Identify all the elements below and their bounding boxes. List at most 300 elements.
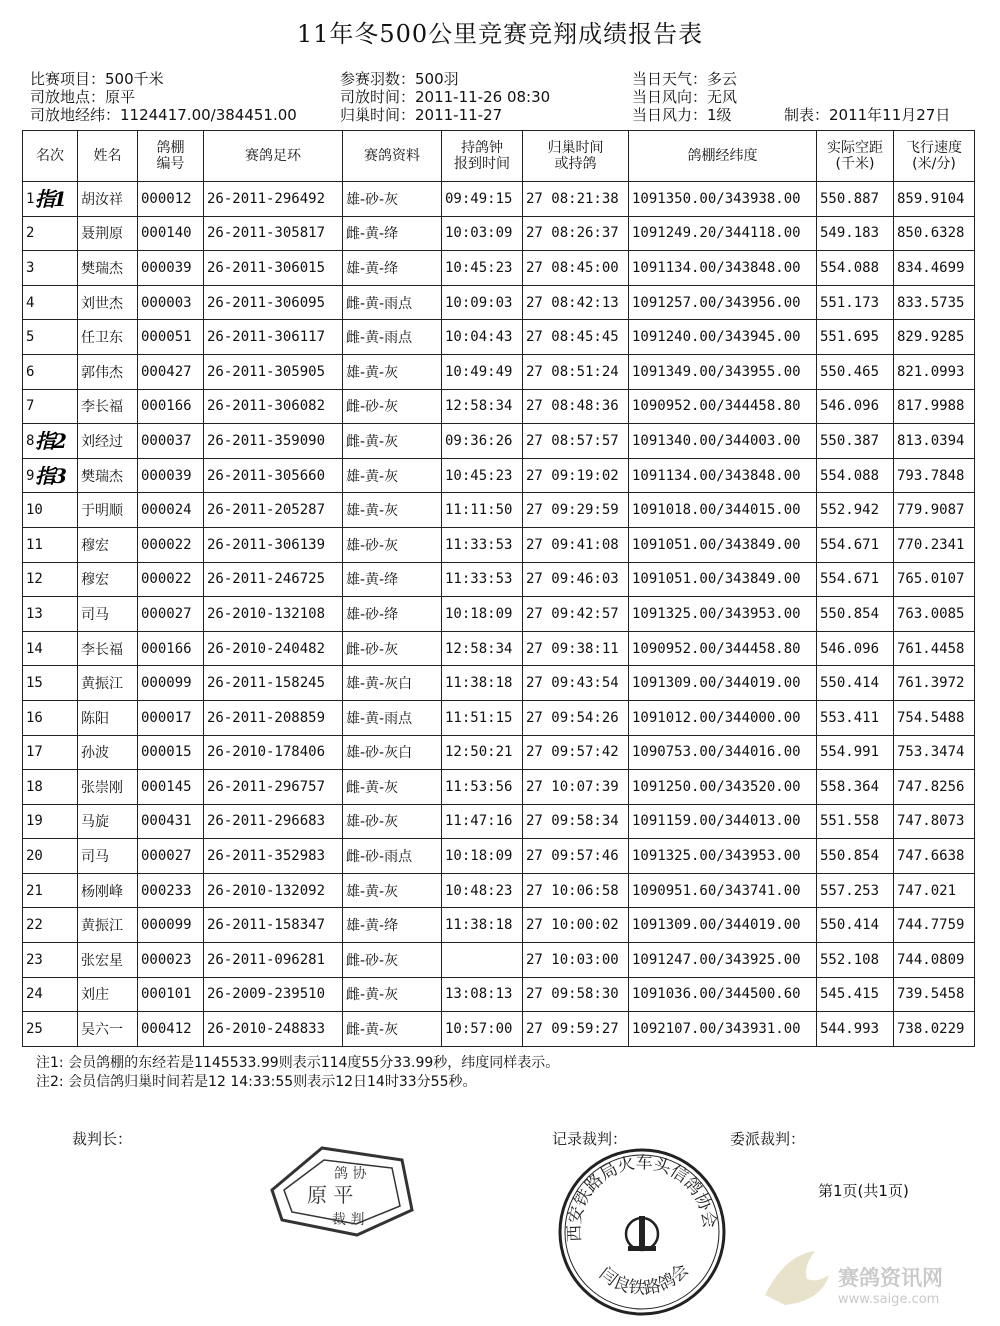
speed-cell: 747.6638 [894, 839, 975, 874]
info-column-2 [340, 70, 550, 124]
return-time-cell: 27 08:45:00 [523, 251, 629, 286]
table-row [23, 1012, 975, 1047]
table-row [23, 908, 975, 943]
coords-cell: 1091309.00/344019.00 [629, 666, 817, 701]
return-time-cell: 27 09:42:57 [523, 597, 629, 632]
loft-no-cell: 000039 [138, 251, 204, 286]
rank-cell: 21 [23, 873, 78, 908]
clock-time-cell: 10:18:09 [442, 839, 523, 874]
ring-cell: 26-2011-305660 [204, 458, 343, 493]
return-time-cell: 27 08:45:45 [523, 320, 629, 355]
name-cell: 孙波 [78, 735, 138, 770]
table-row [23, 943, 975, 978]
loft-no-cell: 000024 [138, 493, 204, 528]
footnotes [36, 1054, 559, 1092]
ring-cell: 26-2010-240482 [204, 631, 343, 666]
speed-cell: 744.7759 [894, 908, 975, 943]
loft-no-cell: 000022 [138, 562, 204, 597]
distance-cell: 546.096 [817, 389, 894, 424]
speed-cell: 833.5735 [894, 285, 975, 320]
clock-time-cell: 12:58:34 [442, 389, 523, 424]
loft-no-cell: 000027 [138, 839, 204, 874]
clock-time-cell: 11:38:18 [442, 908, 523, 943]
clock-time-cell: 10:48:23 [442, 873, 523, 908]
name-cell: 吴六一 [78, 1012, 138, 1047]
info-cell: 雄-砂-灰 [343, 804, 442, 839]
loft-no-cell: 000039 [138, 458, 204, 493]
speed-cell: 739.5458 [894, 977, 975, 1012]
loft-no-cell: 000145 [138, 770, 204, 805]
return-time-cell: 27 09:46:03 [523, 562, 629, 597]
distance-cell: 554.991 [817, 735, 894, 770]
speed-cell: 761.3972 [894, 666, 975, 701]
coords-cell: 1091247.00/343925.00 [629, 943, 817, 978]
loft-no-cell: 000166 [138, 631, 204, 666]
info-cell: 雌-砂-灰 [343, 631, 442, 666]
rank-cell: 25 [23, 1012, 78, 1047]
table-row [23, 700, 975, 735]
clock-time-cell: 10:45:23 [442, 458, 523, 493]
loft-no-cell: 000003 [138, 285, 204, 320]
return-time-cell: 27 09:29:59 [523, 493, 629, 528]
distance-cell: 554.088 [817, 458, 894, 493]
coords-cell: 1091257.00/343956.00 [629, 285, 817, 320]
distance-cell: 552.942 [817, 493, 894, 528]
speed-cell: 738.0229 [894, 1012, 975, 1047]
loft-no-cell: 000012 [138, 182, 204, 217]
clock-time-cell: 11:33:53 [442, 527, 523, 562]
coords-cell: 1091051.00/343849.00 [629, 562, 817, 597]
distance-cell: 550.887 [817, 182, 894, 217]
table-row [23, 458, 975, 493]
clock-time-cell: 11:11:50 [442, 493, 523, 528]
name-cell: 马旋 [78, 804, 138, 839]
coords-cell: 1091134.00/343848.00 [629, 251, 817, 286]
info-cell: 雌-黄-雨点 [343, 285, 442, 320]
return-time-cell: 27 09:43:54 [523, 666, 629, 701]
rank-cell: 6 [23, 354, 78, 389]
table-row [23, 977, 975, 1012]
clock-time-cell: 10:09:03 [442, 285, 523, 320]
distance-cell: 552.108 [817, 943, 894, 978]
info-cell: 雌-黄-灰 [343, 424, 442, 459]
return-time-cell: 27 10:00:02 [523, 908, 629, 943]
coords-cell: 1090952.00/344458.80 [629, 631, 817, 666]
rank-cell: 7 [23, 389, 78, 424]
table-row [23, 320, 975, 355]
ring-cell: 26-2009-239510 [204, 977, 343, 1012]
coords-cell: 1091051.00/343849.00 [629, 527, 817, 562]
header-clock-time: 持鸽钟 报到时间 [442, 131, 523, 182]
speed-cell: 817.9988 [894, 389, 975, 424]
info-cell: 雌-黄-灰 [343, 770, 442, 805]
coords-cell: 1090753.00/344016.00 [629, 735, 817, 770]
rank-cell: 14 [23, 631, 78, 666]
name-cell: 张宏星 [78, 943, 138, 978]
return-time-cell: 27 09:58:30 [523, 977, 629, 1012]
info-cell: 雄-黄-雨点 [343, 700, 442, 735]
table-row [23, 562, 975, 597]
clock-time-cell: 10:49:49 [442, 354, 523, 389]
ring-cell: 26-2011-306117 [204, 320, 343, 355]
table-row [23, 804, 975, 839]
svg-text:裁 判: 裁 判 [332, 1212, 365, 1228]
speed-cell: 813.0394 [894, 424, 975, 459]
name-cell: 胡汝祥 [78, 182, 138, 217]
ring-cell: 26-2010-132108 [204, 597, 343, 632]
name-cell: 穆宏 [78, 527, 138, 562]
distance-cell: 545.415 [817, 977, 894, 1012]
table-row [23, 597, 975, 632]
watermark-url: www.saige.com [838, 1292, 940, 1307]
speed-cell: 793.7848 [894, 458, 975, 493]
header-ring: 赛鸽足环 [204, 131, 343, 182]
return-time-cell: 27 09:54:26 [523, 700, 629, 735]
distance-cell: 554.671 [817, 527, 894, 562]
table-row [23, 666, 975, 701]
return-time-cell: 27 08:57:57 [523, 424, 629, 459]
recorder-judge-label: 记录裁判： [552, 1130, 628, 1148]
name-cell: 刘经过 [78, 424, 138, 459]
header-name: 姓名 [78, 131, 138, 182]
coords-cell: 1091350.00/343938.00 [629, 182, 817, 217]
rank-cell: 4 [23, 285, 78, 320]
speed-cell: 747.8256 [894, 770, 975, 805]
name-cell: 司马 [78, 839, 138, 874]
distance-cell: 550.854 [817, 839, 894, 874]
rank-cell: 23 [23, 943, 78, 978]
info-cell: 雌-黄-雨点 [343, 320, 442, 355]
coords-cell: 1090951.60/343741.00 [629, 873, 817, 908]
delegate-judge-label: 委派裁判： [730, 1130, 806, 1148]
table-row [23, 873, 975, 908]
name-cell: 张崇刚 [78, 770, 138, 805]
ring-cell: 26-2011-305905 [204, 354, 343, 389]
distance-cell: 550.414 [817, 908, 894, 943]
rank-cell: 13 [23, 597, 78, 632]
left-seal-stamp [262, 1140, 422, 1240]
distance-cell: 551.695 [817, 320, 894, 355]
return-time-cell: 27 09:38:11 [523, 631, 629, 666]
footnote-2: 注2: 会员信鸽归巢时间若是12 14:33:55则表示12日14时33分55秒。 [36, 1074, 477, 1090]
clock-time-cell: 10:45:23 [442, 251, 523, 286]
info-cell: 雄-黄-灰 [343, 493, 442, 528]
rank-cell: 10 [23, 493, 78, 528]
header-coords: 鸽棚经纬度 [629, 131, 817, 182]
rank-cell: 20 [23, 839, 78, 874]
table-row [23, 182, 975, 217]
ring-cell: 26-2011-306095 [204, 285, 343, 320]
return-time-cell: 27 08:51:24 [523, 354, 629, 389]
distance-cell: 550.414 [817, 666, 894, 701]
ring-cell: 26-2011-306015 [204, 251, 343, 286]
loft-no-cell: 000037 [138, 424, 204, 459]
watermark-site-name: 赛鸽资讯网 [838, 1266, 943, 1290]
page-label: 第1页(共1页) [818, 1182, 909, 1200]
distance-cell: 550.854 [817, 597, 894, 632]
clock-time-cell: 10:04:43 [442, 320, 523, 355]
distance-cell: 558.364 [817, 770, 894, 805]
name-cell: 樊瑞杰 [78, 458, 138, 493]
rank-cell: 3 [23, 251, 78, 286]
name-cell: 刘庄 [78, 977, 138, 1012]
right-seal-stamp [556, 1146, 728, 1318]
info-cell: 雄-黄-绛 [343, 251, 442, 286]
table-row [23, 770, 975, 805]
info-cell: 雄-砂-灰白 [343, 735, 442, 770]
distance-cell: 554.088 [817, 251, 894, 286]
clock-time-cell: 10:57:00 [442, 1012, 523, 1047]
name-cell: 樊瑞杰 [78, 251, 138, 286]
speed-cell: 779.9087 [894, 493, 975, 528]
table-row [23, 251, 975, 286]
info-cell: 雌-黄-灰 [343, 1012, 442, 1047]
coords-cell: 1092107.00/343931.00 [629, 1012, 817, 1047]
info-weather: 当日天气：多云 [632, 70, 738, 88]
return-time-cell: 27 09:59:27 [523, 1012, 629, 1047]
ring-cell: 26-2011-305817 [204, 216, 343, 251]
name-cell: 聂荆原 [78, 216, 138, 251]
header-loft-no: 鸽棚 编号 [138, 131, 204, 182]
speed-cell: 834.4699 [894, 251, 975, 286]
ring-cell: 26-2011-158245 [204, 666, 343, 701]
info-column-1 [30, 70, 297, 124]
ring-cell: 26-2011-158347 [204, 908, 343, 943]
ring-cell: 26-2011-208859 [204, 700, 343, 735]
return-time-cell: 27 10:03:00 [523, 943, 629, 978]
return-time-cell: 27 09:58:34 [523, 804, 629, 839]
name-cell: 于明顺 [78, 493, 138, 528]
header-speed: 飞行速度 (米/分) [894, 131, 975, 182]
coords-cell: 1091325.00/343953.00 [629, 597, 817, 632]
header-info: 赛鸽资料 [343, 131, 442, 182]
table-row [23, 354, 975, 389]
info-cell: 雌-砂-雨点 [343, 839, 442, 874]
name-cell: 郭伟杰 [78, 354, 138, 389]
distance-cell: 551.558 [817, 804, 894, 839]
table-row [23, 839, 975, 874]
rank-cell: 19 [23, 804, 78, 839]
loft-no-cell: 000015 [138, 735, 204, 770]
speed-cell: 850.6328 [894, 216, 975, 251]
loft-no-cell: 000140 [138, 216, 204, 251]
speed-cell: 821.0993 [894, 354, 975, 389]
ring-cell: 26-2011-296492 [204, 182, 343, 217]
header-rank: 名次 [23, 131, 78, 182]
header-distance: 实际空距 (千米) [817, 131, 894, 182]
ring-cell: 26-2011-096281 [204, 943, 343, 978]
clock-time-cell: 11:53:56 [442, 770, 523, 805]
speed-cell: 744.0809 [894, 943, 975, 978]
speed-cell: 859.9104 [894, 182, 975, 217]
info-cell: 雄-黄-灰 [343, 458, 442, 493]
info-release-time: 司放时间：2011-11-26 08:30 [340, 88, 551, 106]
info-wind-force: 当日风力：1级 [632, 106, 732, 124]
loft-no-cell: 000017 [138, 700, 204, 735]
name-cell: 黄振江 [78, 666, 138, 701]
return-time-cell: 27 08:42:13 [523, 285, 629, 320]
handwritten-mark: 指3 [35, 463, 65, 488]
svg-text:闫良铁路鸽会: 闫良铁路鸽会 [595, 1260, 693, 1299]
clock-time-cell: 10:03:09 [442, 216, 523, 251]
speed-cell: 761.4458 [894, 631, 975, 666]
watermark-bird-icon [755, 1245, 835, 1315]
rank-cell: 1 指1 [23, 182, 78, 217]
results-table [22, 130, 975, 1047]
coords-cell: 1091340.00/344003.00 [629, 424, 817, 459]
distance-cell: 550.387 [817, 424, 894, 459]
ring-cell: 26-2011-306139 [204, 527, 343, 562]
clock-time-cell: 09:49:15 [442, 182, 523, 217]
info-cell: 雄-黄-灰白 [343, 666, 442, 701]
return-time-cell: 27 09:57:46 [523, 839, 629, 874]
return-time-cell: 27 09:41:08 [523, 527, 629, 562]
rank-cell: 15 [23, 666, 78, 701]
ring-cell: 26-2010-178406 [204, 735, 343, 770]
loft-no-cell: 000023 [138, 943, 204, 978]
name-cell: 陈阳 [78, 700, 138, 735]
speed-cell: 763.0085 [894, 597, 975, 632]
info-cell: 雄-砂-灰 [343, 182, 442, 217]
coords-cell: 1091250.00/343520.00 [629, 770, 817, 805]
info-cell: 雌-砂-灰 [343, 389, 442, 424]
ring-cell: 26-2011-306082 [204, 389, 343, 424]
name-cell: 穆宏 [78, 562, 138, 597]
name-cell: 李长福 [78, 389, 138, 424]
clock-time-cell: 10:18:09 [442, 597, 523, 632]
loft-no-cell: 000027 [138, 597, 204, 632]
coords-cell: 1091159.00/344013.00 [629, 804, 817, 839]
coords-cell: 1091309.00/344019.00 [629, 908, 817, 943]
info-release-coords: 司放地经纬：1124417.00/384451.00 [30, 106, 297, 124]
loft-no-cell: 000022 [138, 527, 204, 562]
loft-no-cell: 000166 [138, 389, 204, 424]
distance-cell: 546.096 [817, 631, 894, 666]
ring-cell: 26-2011-205287 [204, 493, 343, 528]
name-cell: 黄振江 [78, 908, 138, 943]
info-event: 比赛项目：500千米 [30, 70, 164, 88]
info-cell: 雄-砂-绛 [343, 597, 442, 632]
table-row [23, 389, 975, 424]
clock-time-cell: 12:58:34 [442, 631, 523, 666]
clock-time-cell: 11:38:18 [442, 666, 523, 701]
loft-no-cell: 000233 [138, 873, 204, 908]
svg-text:西安铁路局火车头信鸽协会: 西安铁路局火车头信鸽协会 [564, 1153, 720, 1243]
rank-cell: 16 [23, 700, 78, 735]
rank-cell: 22 [23, 908, 78, 943]
return-time-cell: 27 10:07:39 [523, 770, 629, 805]
table-row [23, 285, 975, 320]
ring-cell: 26-2011-359090 [204, 424, 343, 459]
loft-no-cell: 000431 [138, 804, 204, 839]
rank-cell: 12 [23, 562, 78, 597]
clock-time-cell: 11:51:15 [442, 700, 523, 735]
table-row [23, 631, 975, 666]
distance-cell: 557.253 [817, 873, 894, 908]
return-time-cell: 27 09:19:02 [523, 458, 629, 493]
footnote-1: 注1: 会员鸽棚的东经若是1145533.99则表示114度55分33.99秒，纬度同样表示。 [36, 1055, 560, 1071]
speed-cell: 747.8073 [894, 804, 975, 839]
distance-cell: 553.411 [817, 700, 894, 735]
distance-cell: 551.173 [817, 285, 894, 320]
distance-cell: 550.465 [817, 354, 894, 389]
coords-cell: 1091018.00/344015.00 [629, 493, 817, 528]
speed-cell: 754.5488 [894, 700, 975, 735]
loft-no-cell: 000101 [138, 977, 204, 1012]
svg-text:鸽 协: 鸽 协 [334, 1166, 367, 1182]
rank-cell: 11 [23, 527, 78, 562]
handwritten-mark: 指1 [35, 187, 65, 211]
rank-cell: 9 指3 [23, 458, 78, 493]
name-cell: 李长福 [78, 631, 138, 666]
rank-cell: 18 [23, 770, 78, 805]
ring-cell: 26-2011-246725 [204, 562, 343, 597]
info-cell: 雌-黄-灰 [343, 977, 442, 1012]
table-row [23, 493, 975, 528]
clock-time-cell: 13:08:13 [442, 977, 523, 1012]
ring-cell: 26-2011-296683 [204, 804, 343, 839]
ring-cell: 26-2011-352983 [204, 839, 343, 874]
handwritten-mark: 指2 [35, 429, 65, 454]
table-header-row [23, 131, 975, 182]
clock-time-cell: 09:36:26 [442, 424, 523, 459]
rank-cell: 5 [23, 320, 78, 355]
coords-cell: 1091036.00/344500.60 [629, 977, 817, 1012]
clock-time-cell: 11:47:16 [442, 804, 523, 839]
info-cell: 雄-黄-灰 [343, 873, 442, 908]
chief-judge-label: 裁判长： [72, 1130, 133, 1148]
coords-cell: 1091325.00/343953.00 [629, 839, 817, 874]
info-cell: 雄-黄-绛 [343, 908, 442, 943]
loft-no-cell: 000099 [138, 908, 204, 943]
return-time-cell: 27 08:26:37 [523, 216, 629, 251]
coords-cell: 1091240.00/343945.00 [629, 320, 817, 355]
info-cell: 雄-黄-灰 [343, 354, 442, 389]
loft-no-cell: 000412 [138, 1012, 204, 1047]
clock-time-cell: 12:50:21 [442, 735, 523, 770]
return-time-cell: 27 09:57:42 [523, 735, 629, 770]
info-made-date: 制表：2011年11月27日 [784, 106, 951, 124]
name-cell: 任卫东 [78, 320, 138, 355]
railway-emblem-icon [626, 1216, 658, 1251]
clock-time-cell [442, 943, 523, 978]
ring-cell: 26-2011-296757 [204, 770, 343, 805]
ring-cell: 26-2010-132092 [204, 873, 343, 908]
table-row [23, 424, 975, 459]
name-cell: 刘世杰 [78, 285, 138, 320]
distance-cell: 549.183 [817, 216, 894, 251]
table-row [23, 527, 975, 562]
distance-cell: 554.671 [817, 562, 894, 597]
rank-cell: 24 [23, 977, 78, 1012]
rank-cell: 8 指2 [23, 424, 78, 459]
speed-cell: 753.3474 [894, 735, 975, 770]
info-cell: 雄-砂-灰 [343, 527, 442, 562]
info-cell: 雌-黄-绛 [343, 216, 442, 251]
svg-text:原 平: 原 平 [307, 1183, 354, 1207]
header-return-time: 归巢时间 或持鸽 [523, 131, 629, 182]
table-row [23, 216, 975, 251]
coords-cell: 1091012.00/344000.00 [629, 700, 817, 735]
loft-no-cell: 000099 [138, 666, 204, 701]
coords-cell: 1090952.00/344458.80 [629, 389, 817, 424]
return-time-cell: 27 10:06:58 [523, 873, 629, 908]
info-entries: 参赛羽数：500羽 [340, 70, 459, 88]
info-return-date: 归巢时间：2011-11-27 [340, 106, 503, 124]
name-cell: 杨刚峰 [78, 873, 138, 908]
rank-cell: 17 [23, 735, 78, 770]
coords-cell: 1091249.20/344118.00 [629, 216, 817, 251]
